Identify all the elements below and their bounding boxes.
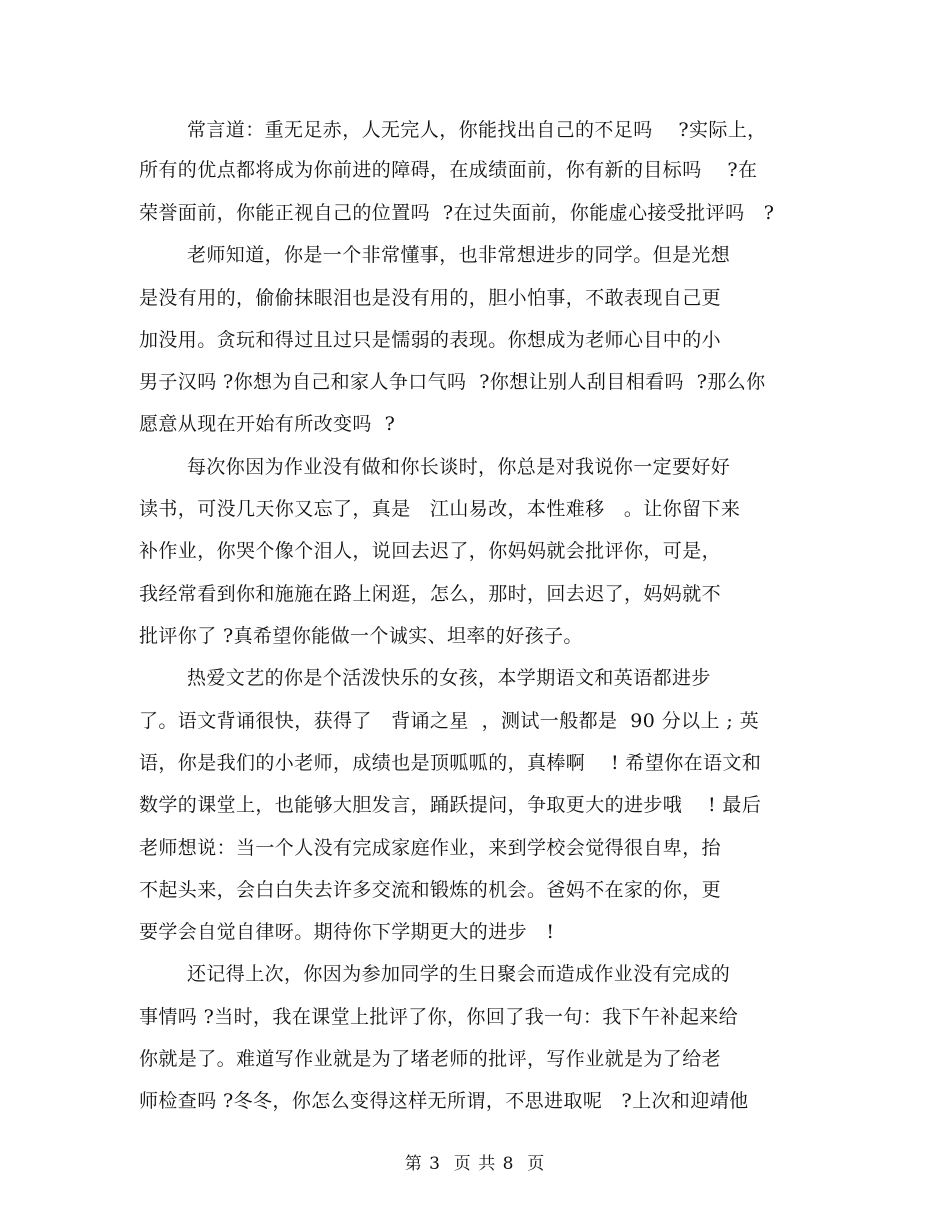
text-line: 你就是了。难道写作业就是为了堵老师的批评，写作业就是为了给老 [139, 1048, 722, 1070]
text-line: 批评你了 ?真希望你能做一个诚实、坦率的好孩子。 [139, 625, 583, 647]
text-line: 老师想说：当一个人没有完成家庭作业，来到学校会觉得很自卑，抬 [139, 837, 722, 859]
text-line: 了。语文背诵很快，获得了 背诵之星 ，测试一般都是 90 分以上 ; 英 [139, 710, 759, 732]
page-number-footer: 第 3 页 共 8 页 [404, 1154, 546, 1174]
text-line: 男子汉吗 ?你想为自己和家人争口气吗 ?你想让别人刮目相看吗 ?那么你 [139, 371, 766, 393]
text-line: 荣誉面前，你能正视自己的位置吗 ?在过失面前，你能虚心接受批评吗 ? [139, 202, 775, 224]
text-line: 热爱文艺的你是个活泼快乐的女孩，本学期语文和英语都进步 [187, 667, 711, 689]
text-line: 加没用。贪玩和得过且过只是懦弱的表现。你想成为老师心目中的小 [139, 329, 722, 351]
text-line: 数学的课堂上，也能够大胆发言，踊跃提问，争取更大的进步哦 ! 最后 [139, 794, 762, 816]
text-line: 每次你因为作业没有做和你长谈时，你总是对我说你一定要好好 [187, 456, 731, 478]
text-line: 还记得上次，你因为参加同学的生日聚会而造成作业没有完成的 [187, 963, 731, 985]
text-line: 不起头来，会白白失去许多交流和锻炼的机会。爸妈不在家的你，更 [139, 879, 722, 901]
text-line: 语，你是我们的小老师，成绩也是顶呱呱的，真棒啊 ! 希望你在语文和 [139, 752, 762, 774]
text-line: 是没有用的，偷偷抹眼泪也是没有用的，胆小怕事，不敢表现自己更 [139, 287, 722, 309]
text-line: 补作业，你哭个像个泪人，说回去迟了，你妈妈就会批评你，可是， [139, 540, 722, 562]
text-line: 常言道：重无足赤，人无完人，你能找出自己的不足吗 ?实际上， [187, 119, 767, 141]
text-line: 要学会自觉自律呀。期待你下学期更大的进步 ! [139, 921, 555, 943]
text-line: 所有的优点都将成为你前进的障碍，在成绩面前，你有新的目标吗 ?在 [139, 159, 758, 181]
text-line: 愿意从现在开始有所改变吗 ? [139, 413, 396, 435]
text-line: 我经常看到你和施施在路上闲逛，怎么，那时，回去迟了，妈妈就不 [139, 583, 722, 605]
text-line: 读书，可没几天你又忘了，真是 江山易改，本性难移 。让你留下来 [139, 498, 741, 520]
text-line: 老师知道，你是一个非常懂事，也非常想进步的同学。但是光想 [187, 244, 731, 266]
text-line: 事情吗 ?当时，我在课堂上批评了你，你回了我一句：我下午补起来给 [139, 1006, 739, 1028]
text-line: 师检查吗 ?冬冬，你怎么变得这样无所谓，不思进取呢 ?上次和迎靖他 [139, 1090, 749, 1112]
